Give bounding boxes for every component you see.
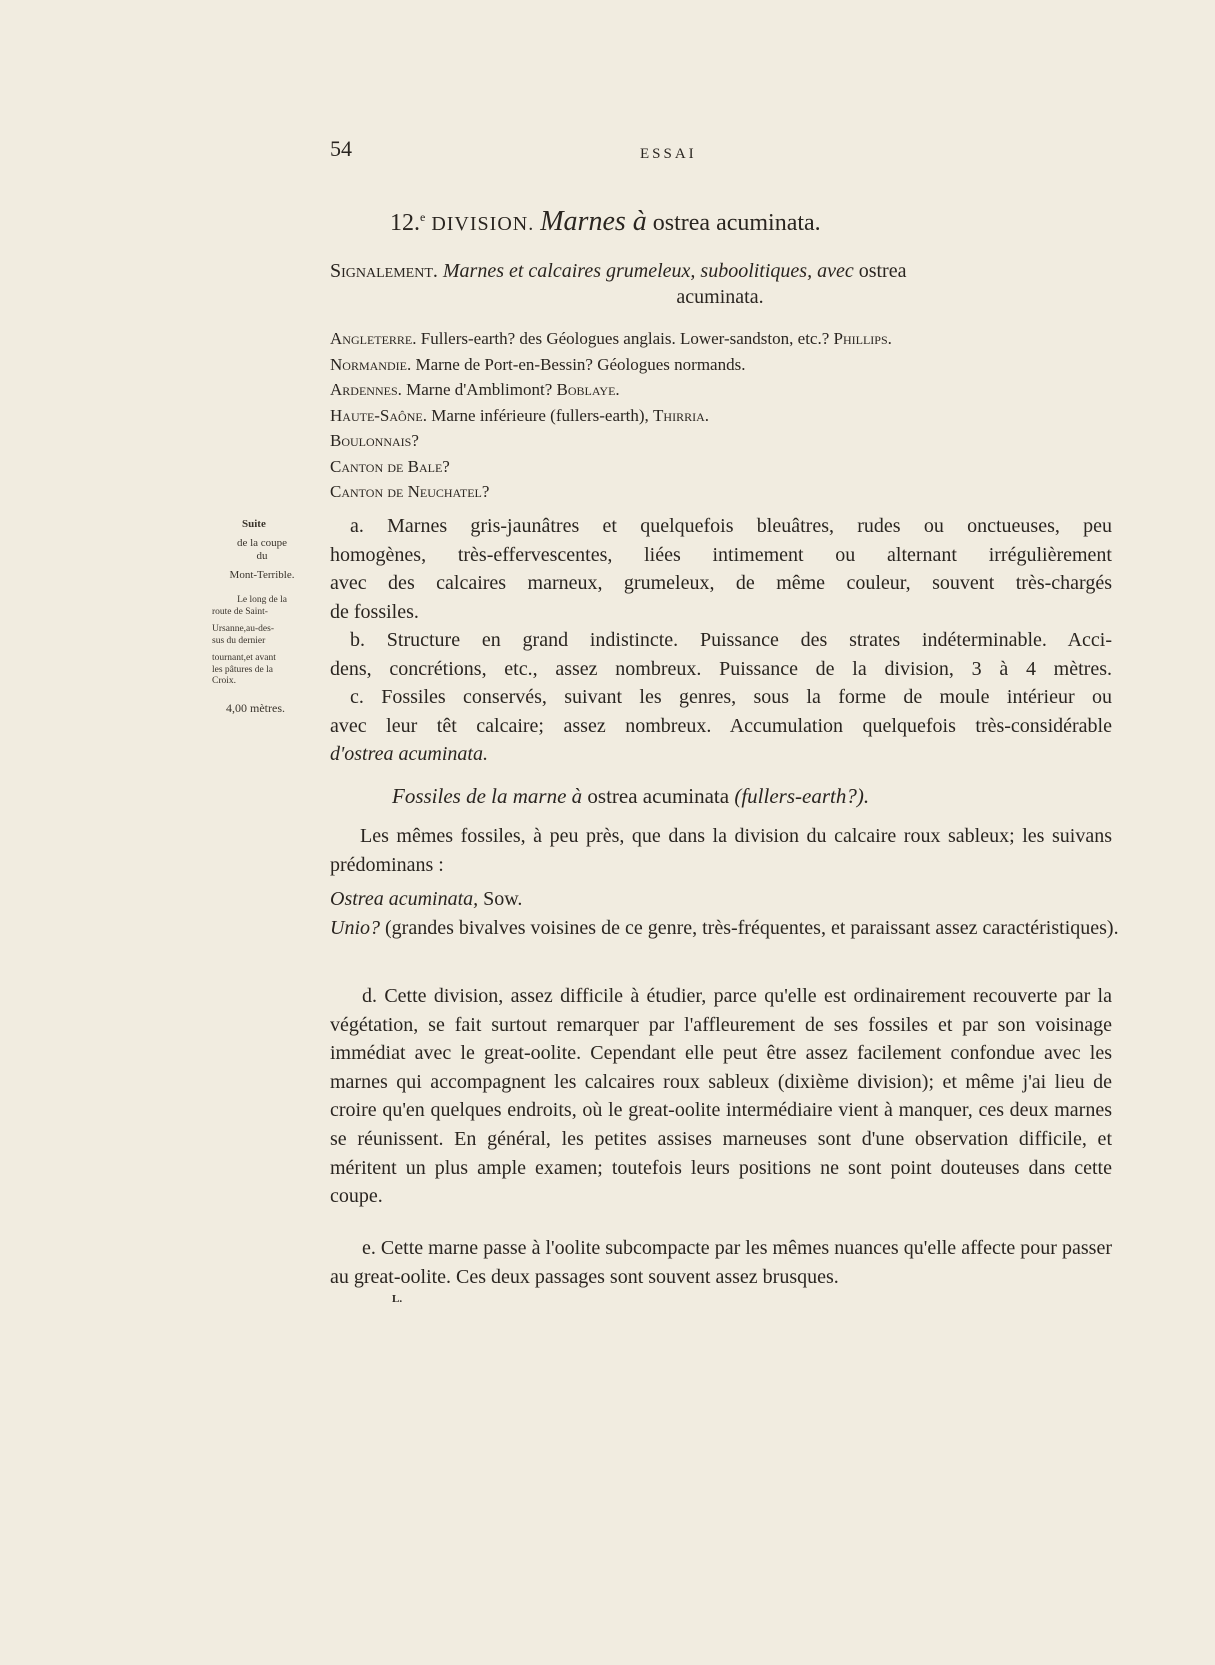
text-line: a. Marnes gris-jaunâtres et quelquefois bleuâtres, rudes ou onctueuses, peu [350, 515, 1112, 537]
text-line: homogènes, très-effervescentes, liées intimement ou alternant irrégulièrement [330, 543, 1112, 566]
text-line: de fossiles. [330, 600, 419, 623]
fossils-intro: Les mêmes fossiles, à peu près, que dans la division du calcaire roux sableux; les suivans prédominans : [330, 825, 1112, 876]
signalement [330, 258, 1110, 310]
locality-item [330, 479, 1110, 505]
locality-item [330, 326, 1110, 352]
division-sup: e [420, 210, 426, 224]
margin-note-line: tournant,et avant [212, 653, 276, 663]
page-number: 54 [330, 136, 352, 161]
division-label: DIVISION. [431, 213, 535, 235]
locality-text: Marne inférieure (fullers-earth), [431, 405, 649, 425]
margin-note-line: Suite [242, 518, 266, 530]
division-title-rest: ostrea acuminata. [652, 210, 821, 236]
locality-item [330, 352, 1110, 378]
text-line: avec des calcaires marneux, grumeleux, de même couleur, souvent très-chargés [330, 572, 1112, 594]
margin-note-line: les pâtures de la [212, 664, 273, 675]
margin-note-line: de la coupe [236, 537, 288, 549]
locality-text: Fullers-earth? des Géologues anglais. Lower-sandston, etc.? [420, 329, 830, 348]
fossils-heading [392, 784, 869, 809]
locality-region: Normandie. [330, 354, 412, 374]
signalement-line2: acuminata. [676, 286, 764, 308]
text-line: dens, concrétions, etc., assez nombreux. Puissance de la division, 3 à 4 mètres. [330, 657, 1112, 680]
running-head: ESSAI [640, 146, 697, 162]
text-line: d'ostrea acuminata. [330, 743, 488, 765]
locality-text: Marne de Port-en-Bessin? Géologues normands. [415, 354, 746, 374]
text-line: c. Fossiles conservés, suivant les genres, sous la forme de moule intérieur ou [350, 686, 1112, 708]
fossils-heading-rest: ostrea acuminata [587, 784, 730, 808]
margin-note-line: sus du dernier [212, 635, 266, 646]
locality-item [330, 403, 1110, 429]
species-ostrea [330, 885, 1112, 913]
margin-note-section [212, 518, 312, 582]
margin-note-line: Ursanne,au-des- [212, 624, 274, 634]
signature-mark: L. [392, 1293, 403, 1305]
paragraph-e: e. Cette marne passe à l'oolite subcompacte par les mêmes nuances qu'elle affecte pour passer au great-oolite. Ces deux passages sont souvent assez brusques. [330, 1237, 1112, 1288]
paragraph-abc [330, 512, 1112, 769]
fossils-heading-italic: Fossiles de la marne à [392, 784, 583, 808]
locality-region: Canton de Neuchatel? [330, 482, 490, 501]
species-name: Unio? [330, 917, 380, 939]
division-title [390, 206, 1040, 238]
margin-note-location [212, 595, 312, 688]
margin-note-line: Le long de la [237, 595, 287, 605]
locality-text: Marne d'Amblimont? [406, 380, 553, 399]
locality-region: Boulonnais? [330, 431, 419, 450]
locality-item [330, 454, 1110, 480]
division-number: 12. [390, 210, 420, 236]
locality-item [330, 377, 1110, 403]
localities-list [330, 326, 1110, 505]
locality-author: Phillips. [833, 329, 892, 348]
species-author: Sow. [483, 888, 523, 910]
locality-region: Haute-Saône. [330, 405, 427, 425]
text-line: avec leur têt calcaire; assez nombreux. Accumulation quelquefois très-considérable [330, 714, 1112, 737]
margin-note-line: Mont-Terrible. [229, 569, 295, 581]
text-line: b. Structure en grand indistincte. Puissance des strates indéterminable. Acci- [350, 629, 1112, 651]
species-unio [330, 914, 1132, 942]
paragraph-d: d. Cette division, assez difficile à étudier, parce qu'elle est ordinairement recouverte par la végétation, se fait surtout remarquer par l'affleurement de ses fossiles et par son voisinage immédiat avec le great-oolite. Cependant elle peut être assez facilement confondue avec les marnes qui accompagnent les calcaires roux sableux (dixième division); et même j'ai lieu de croire qu'en quelques endroits, où le great-oolite intermédiaire vient à manquer, ces deux marnes se réunissent. En général, les petites assises marneuses sont d'une observation difficile, et méritent un plus ample examen; toutefois leurs positions ne sont point douteuses dans cette coupe. [330, 985, 1112, 1208]
margin-note-line: route de Saint- [212, 606, 268, 617]
margin-note-thickness: 4,00 mètres. [226, 701, 285, 715]
division-title-italic: Marnes à [540, 206, 647, 237]
signalement-text-rest: ostrea [858, 260, 907, 282]
species-name: Ostrea acuminata, [330, 888, 479, 910]
margin-note-line: Croix. [212, 676, 237, 686]
locality-author: Boblaye. [556, 380, 620, 399]
signalement-text-italic: Marnes et calcaires grumeleux, suboolitiques, avec [442, 260, 854, 282]
locality-region: Angleterre. [330, 329, 417, 348]
margin-note-line: du [256, 550, 268, 562]
locality-region: Canton de Bale? [330, 456, 450, 476]
locality-region: Ardennes. [330, 380, 402, 399]
species-description: (grandes bivalves voisines de ce genre, très-fréquentes, et paraissant assez caractéristiques). [385, 917, 1119, 939]
signalement-label: Signalement. [330, 260, 438, 282]
fossils-heading-paren: (fullers-earth?). [734, 784, 870, 808]
locality-item [330, 428, 1110, 454]
locality-author: Thirria. [653, 405, 710, 425]
